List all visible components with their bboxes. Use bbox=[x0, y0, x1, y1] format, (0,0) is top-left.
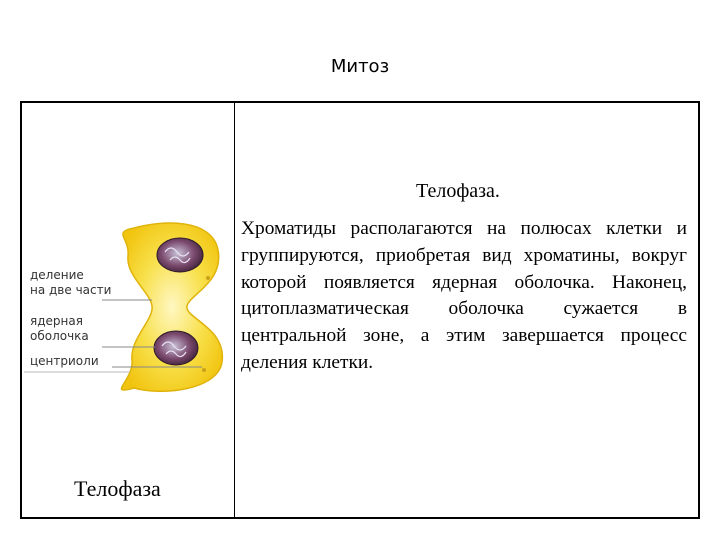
slide-title: Митоз bbox=[330, 56, 390, 77]
centriole-upper bbox=[206, 276, 210, 280]
left-cell-caption: Телофаза bbox=[74, 476, 161, 501]
telophase-diagram bbox=[22, 210, 234, 400]
right-cell-heading: Телофаза. bbox=[416, 180, 500, 202]
label-division: деление на две части bbox=[30, 268, 112, 297]
right-cell-body: Хроматиды располагаются на полюсах клетки и группируются, приобретая вид хроматины, вокруг которой появляется ядерная оболочка. Наконец, цитоплазматическая оболочка сужается в центральной зоне, а этим завершается процесс деления клетки. bbox=[241, 218, 687, 373]
centriole-lower bbox=[202, 368, 206, 372]
dividing-cell-illustration bbox=[22, 210, 234, 400]
label-nuclear-envelope: ядерная оболочка bbox=[30, 314, 89, 343]
label-centrioles: центриоли bbox=[30, 354, 99, 368]
table-column-divider bbox=[234, 101, 235, 519]
